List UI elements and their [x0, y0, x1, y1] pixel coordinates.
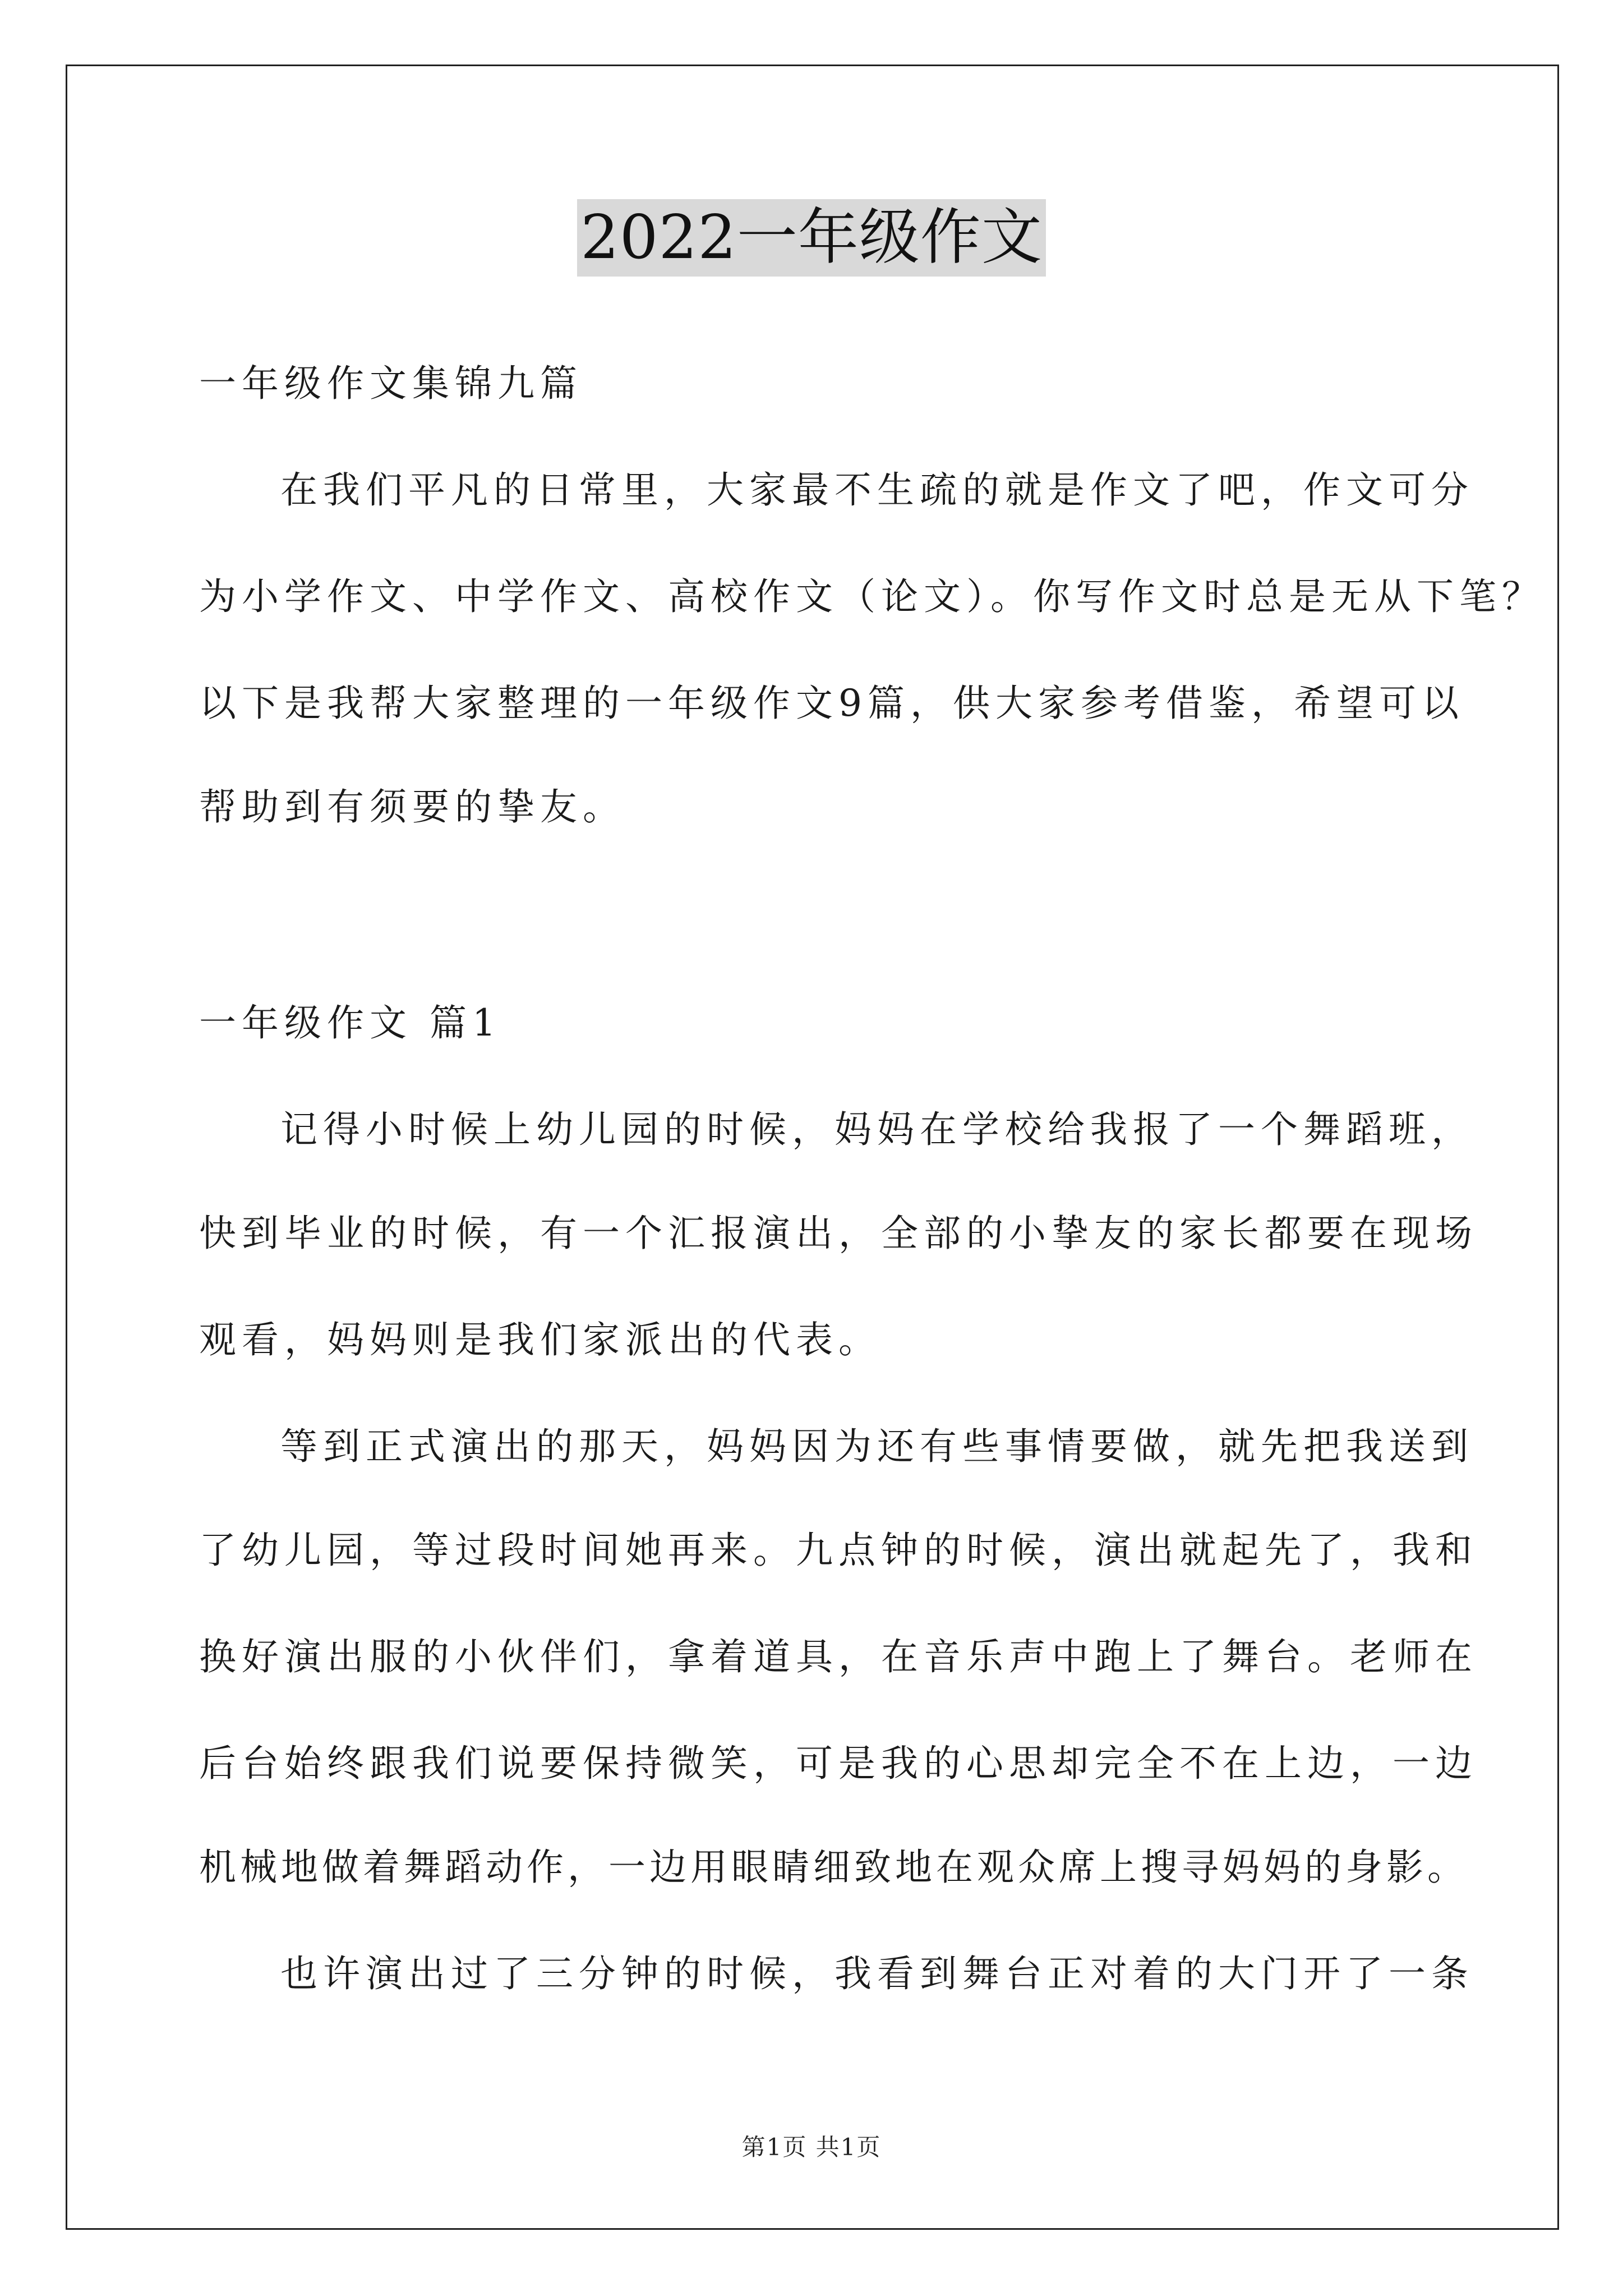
- intro-line-1: 在我们平凡的日常里，大家最不生疏的就是作文了吧，作文可分: [280, 468, 1474, 512]
- subtitle: 一年级作文集锦九篇: [199, 362, 583, 405]
- document-title: 2022一年级作文: [577, 199, 1046, 277]
- body-line-5: 了幼儿园，等过段时间她再来。九点钟的时候，演出就起先了，我和: [199, 1529, 1478, 1572]
- title-container: [0, 199, 1623, 277]
- body-line-4: 等到正式演出的那天，妈妈因为还有些事情要做，就先把我送到: [280, 1425, 1474, 1468]
- intro-line-3: 以下是我帮大家整理的一年级作文9篇，供大家参考借鉴，希望可以: [199, 682, 1464, 725]
- body-line-7: 后台始终跟我们说要保持微笑，可是我的心思却完全不在上边，一边: [199, 1742, 1478, 1785]
- page-number-footer: 第1页 共1页: [741, 2133, 882, 2161]
- section-heading: 一年级作文 篇1: [199, 1001, 501, 1045]
- body-line-9: 也许演出过了三分钟的时候，我看到舞台正对着的大门开了一条: [280, 1952, 1474, 1995]
- intro-line-4: 帮助到有须要的挚友。: [199, 785, 625, 829]
- intro-line-2: 为小学作文、中学作文、高校作文（论文）。你写作文时总是无从下笔？: [199, 575, 1544, 618]
- body-line-1: 记得小时候上幼儿园的时候，妈妈在学校给我报了一个舞蹈班，: [280, 1108, 1474, 1151]
- body-line-6: 换好演出服的小伙伴们，拿着道具，在音乐声中跑上了舞台。老师在: [199, 1635, 1478, 1678]
- body-line-8: 机械地做着舞蹈动作，一边用眼睛细致地在观众席上搜寻妈妈的身影。: [199, 1846, 1468, 1889]
- body-line-3: 观看，妈妈则是我们家派出的代表。: [199, 1318, 881, 1361]
- body-line-2: 快到毕业的时候，有一个汇报演出，全部的小挚友的家长都要在现场: [199, 1212, 1478, 1255]
